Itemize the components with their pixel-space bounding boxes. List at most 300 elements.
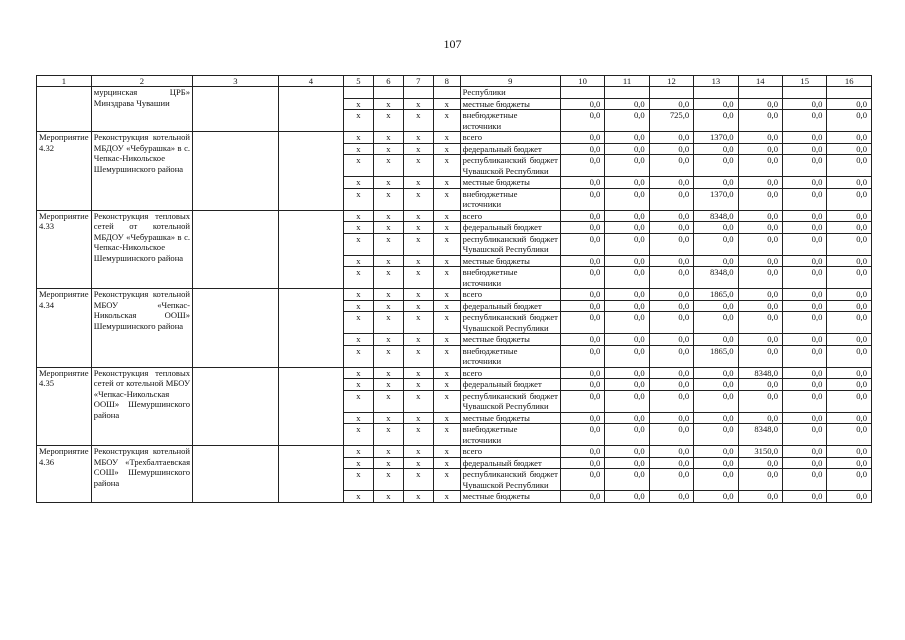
classification-mark: x xyxy=(433,390,460,412)
column-number: 9 xyxy=(460,76,560,87)
funding-value: 0,0 xyxy=(738,412,782,424)
funding-value: 0,0 xyxy=(605,255,649,267)
funding-value: 1370,0 xyxy=(694,132,738,144)
classification-mark: x xyxy=(403,143,433,155)
funding-value: 0,0 xyxy=(738,177,782,189)
funding-value: 0,0 xyxy=(605,143,649,155)
funding-source: республиканский бюджет Чувашской Республики xyxy=(460,312,560,334)
table-row xyxy=(37,210,872,222)
classification-mark xyxy=(433,87,460,99)
funding-value: 0,0 xyxy=(560,222,604,234)
classification-mark: x xyxy=(433,424,460,446)
classification-mark: x xyxy=(343,177,373,189)
participants xyxy=(278,210,343,289)
classification-mark: x xyxy=(343,334,373,346)
classification-mark: x xyxy=(433,345,460,367)
column-number: 5 xyxy=(343,76,373,87)
funding-value: 0,0 xyxy=(827,469,872,491)
classification-mark: x xyxy=(343,367,373,379)
funding-value: 8348,0 xyxy=(694,267,738,289)
funding-value: 0,0 xyxy=(694,424,738,446)
funding-source: всего xyxy=(460,367,560,379)
classification-mark: x xyxy=(373,345,403,367)
event-name: Реконструкция котельной МБОУ «Чепкас-Никольская ООШ» Шемуршинского района xyxy=(91,289,192,368)
column-number: 10 xyxy=(560,76,604,87)
funding-value: 0,0 xyxy=(694,255,738,267)
classification-mark: x xyxy=(403,312,433,334)
classification-mark: x xyxy=(403,469,433,491)
funding-value: 0,0 xyxy=(827,210,872,222)
classification-mark: x xyxy=(433,412,460,424)
funding-value: 0,0 xyxy=(605,379,649,391)
classification-mark: x xyxy=(373,188,403,210)
funding-source: федеральный бюджет xyxy=(460,379,560,391)
funding-value: 0,0 xyxy=(560,367,604,379)
funding-value: 0,0 xyxy=(560,379,604,391)
classification-mark: x xyxy=(403,379,433,391)
funding-value: 0,0 xyxy=(738,110,782,132)
classification-mark: x xyxy=(343,300,373,312)
funding-value: 0,0 xyxy=(605,446,649,458)
funding-value: 0,0 xyxy=(827,267,872,289)
participants xyxy=(278,289,343,368)
funding-value: 0,0 xyxy=(560,255,604,267)
classification-mark: x xyxy=(343,469,373,491)
classification-mark: x xyxy=(373,457,403,469)
classification-mark: x xyxy=(433,143,460,155)
funding-value: 0,0 xyxy=(560,334,604,346)
funding-value: 0,0 xyxy=(827,132,872,144)
classification-mark: x xyxy=(403,98,433,110)
column-number: 2 xyxy=(91,76,192,87)
classification-mark: x xyxy=(343,132,373,144)
classification-mark: x xyxy=(343,110,373,132)
classification-mark: x xyxy=(403,188,433,210)
classification-mark: x xyxy=(343,210,373,222)
funding-value: 0,0 xyxy=(605,390,649,412)
responsible-executor xyxy=(193,132,279,211)
funding-value: 0,0 xyxy=(783,491,827,503)
classification-mark: x xyxy=(373,312,403,334)
classification-mark: x xyxy=(403,267,433,289)
event-code: Мероприятие 4.34 xyxy=(37,289,92,368)
funding-value: 0,0 xyxy=(649,155,693,177)
column-number: 11 xyxy=(605,76,649,87)
funding-value: 0,0 xyxy=(649,390,693,412)
responsible-executor xyxy=(193,367,279,446)
funding-source: федеральный бюджет xyxy=(460,222,560,234)
funding-value: 0,0 xyxy=(827,110,872,132)
funding-value: 0,0 xyxy=(694,379,738,391)
funding-value: 0,0 xyxy=(738,457,782,469)
funding-value: 1370,0 xyxy=(694,188,738,210)
funding-value: 0,0 xyxy=(649,457,693,469)
funding-value: 0,0 xyxy=(649,255,693,267)
classification-mark: x xyxy=(343,289,373,301)
classification-mark: x xyxy=(343,255,373,267)
funding-value: 0,0 xyxy=(738,155,782,177)
funding-value: 0,0 xyxy=(560,312,604,334)
funding-value: 0,0 xyxy=(783,143,827,155)
column-number: 13 xyxy=(694,76,738,87)
funding-value: 0,0 xyxy=(560,457,604,469)
funding-value: 0,0 xyxy=(827,491,872,503)
classification-mark: x xyxy=(343,188,373,210)
funding-value: 0,0 xyxy=(783,334,827,346)
classification-mark: x xyxy=(343,312,373,334)
funding-value: 0,0 xyxy=(783,255,827,267)
event-name: Реконструкция тепловых сетей от котельной МБОУ «Чепкас-Никольская ООШ» Шемуршинского района xyxy=(91,367,192,446)
classification-mark: x xyxy=(343,143,373,155)
classification-mark: x xyxy=(373,110,403,132)
funding-value xyxy=(694,87,738,99)
participants xyxy=(278,367,343,446)
classification-mark: x xyxy=(343,446,373,458)
funding-value: 0,0 xyxy=(605,98,649,110)
classification-mark: x xyxy=(373,446,403,458)
funding-value: 0,0 xyxy=(738,143,782,155)
funding-value: 0,0 xyxy=(649,233,693,255)
funding-value: 0,0 xyxy=(738,334,782,346)
event-name: Реконструкция котельной МБОУ «Трехбалтаевская СОШ» Шемуршинского района xyxy=(91,446,192,503)
funding-value: 8348,0 xyxy=(738,367,782,379)
funding-value: 0,0 xyxy=(649,446,693,458)
participants xyxy=(278,87,343,132)
classification-mark: x xyxy=(433,132,460,144)
classification-mark: x xyxy=(403,222,433,234)
funding-value: 0,0 xyxy=(738,312,782,334)
classification-mark: x xyxy=(373,98,403,110)
funding-value: 0,0 xyxy=(694,98,738,110)
funding-value: 0,0 xyxy=(605,345,649,367)
classification-mark xyxy=(343,87,373,99)
funding-value: 0,0 xyxy=(605,233,649,255)
funding-value: 0,0 xyxy=(827,233,872,255)
funding-value: 0,0 xyxy=(694,334,738,346)
classification-mark: x xyxy=(403,132,433,144)
funding-value: 0,0 xyxy=(783,132,827,144)
classification-mark: x xyxy=(403,390,433,412)
funding-value: 0,0 xyxy=(738,289,782,301)
funding-source: всего xyxy=(460,210,560,222)
classification-mark: x xyxy=(343,457,373,469)
funding-value xyxy=(827,87,872,99)
funding-value: 725,0 xyxy=(649,110,693,132)
funding-value: 0,0 xyxy=(605,267,649,289)
funding-value: 0,0 xyxy=(783,412,827,424)
funding-value: 0,0 xyxy=(827,222,872,234)
classification-mark: x xyxy=(373,469,403,491)
funding-value: 0,0 xyxy=(783,367,827,379)
funding-source: внебюджетные источники xyxy=(460,188,560,210)
funding-value: 0,0 xyxy=(649,143,693,155)
funding-value: 0,0 xyxy=(694,312,738,334)
classification-mark: x xyxy=(433,334,460,346)
classification-mark: x xyxy=(373,424,403,446)
funding-value: 0,0 xyxy=(649,469,693,491)
funding-source: республиканский бюджет Чувашской Республики xyxy=(460,390,560,412)
funding-value: 0,0 xyxy=(560,188,604,210)
funding-value: 0,0 xyxy=(694,155,738,177)
funding-value: 0,0 xyxy=(783,155,827,177)
funding-value: 0,0 xyxy=(694,143,738,155)
funding-value: 8348,0 xyxy=(694,210,738,222)
classification-mark xyxy=(403,87,433,99)
classification-mark: x xyxy=(343,345,373,367)
classification-mark: x xyxy=(373,143,403,155)
funding-value: 0,0 xyxy=(694,367,738,379)
funding-value: 0,0 xyxy=(738,379,782,391)
participants xyxy=(278,132,343,211)
classification-mark: x xyxy=(433,267,460,289)
funding-source: республиканский бюджет Чувашской Республики xyxy=(460,155,560,177)
classification-mark: x xyxy=(343,379,373,391)
funding-value: 0,0 xyxy=(605,300,649,312)
funding-value: 0,0 xyxy=(783,233,827,255)
funding-value: 0,0 xyxy=(694,469,738,491)
funding-value: 0,0 xyxy=(560,300,604,312)
funding-value: 0,0 xyxy=(783,390,827,412)
funding-source: федеральный бюджет xyxy=(460,300,560,312)
column-number: 3 xyxy=(193,76,279,87)
classification-mark: x xyxy=(433,222,460,234)
funding-source: внебюджетные источники xyxy=(460,267,560,289)
funding-source: местные бюджеты xyxy=(460,334,560,346)
funding-value: 0,0 xyxy=(560,98,604,110)
funding-value: 0,0 xyxy=(783,177,827,189)
classification-mark: x xyxy=(343,155,373,177)
funding-source: местные бюджеты xyxy=(460,491,560,503)
classification-mark: x xyxy=(373,155,403,177)
classification-mark: x xyxy=(403,233,433,255)
funding-value: 0,0 xyxy=(605,412,649,424)
classification-mark: x xyxy=(403,255,433,267)
funding-value: 0,0 xyxy=(605,110,649,132)
classification-mark: x xyxy=(433,98,460,110)
classification-mark: x xyxy=(373,222,403,234)
funding-value: 0,0 xyxy=(827,300,872,312)
funding-source: республиканский бюджет Чувашской Республики xyxy=(460,469,560,491)
funding-value: 0,0 xyxy=(738,210,782,222)
funding-source: внебюджетные источники xyxy=(460,110,560,132)
funding-source: федеральный бюджет xyxy=(460,457,560,469)
funding-value: 0,0 xyxy=(649,210,693,222)
funding-value: 0,0 xyxy=(649,379,693,391)
funding-value: 0,0 xyxy=(827,345,872,367)
classification-mark: x xyxy=(433,469,460,491)
funding-value: 0,0 xyxy=(649,267,693,289)
classification-mark: x xyxy=(433,457,460,469)
classification-mark: x xyxy=(403,412,433,424)
funding-value: 8348,0 xyxy=(738,424,782,446)
event-name: Реконструкция котельной МБДОУ «Чебурашка» в с. Чепкас-Никольское Шемуршинского района xyxy=(91,132,192,211)
funding-value: 0,0 xyxy=(694,110,738,132)
funding-value xyxy=(560,87,604,99)
classification-mark: x xyxy=(433,255,460,267)
classification-mark: x xyxy=(403,155,433,177)
classification-mark: x xyxy=(373,255,403,267)
funding-value: 0,0 xyxy=(649,412,693,424)
funding-value: 0,0 xyxy=(827,412,872,424)
funding-value: 0,0 xyxy=(649,300,693,312)
responsible-executor xyxy=(193,446,279,503)
funding-value: 0,0 xyxy=(694,177,738,189)
funding-value: 0,0 xyxy=(783,457,827,469)
classification-mark: x xyxy=(343,267,373,289)
funding-value: 0,0 xyxy=(649,132,693,144)
funding-value: 0,0 xyxy=(605,210,649,222)
funding-value: 0,0 xyxy=(694,412,738,424)
funding-value: 0,0 xyxy=(560,110,604,132)
funding-value: 0,0 xyxy=(560,267,604,289)
funding-value: 0,0 xyxy=(649,98,693,110)
funding-value: 0,0 xyxy=(560,469,604,491)
funding-value: 1865,0 xyxy=(694,345,738,367)
funding-value: 0,0 xyxy=(560,491,604,503)
classification-mark: x xyxy=(433,177,460,189)
funding-value: 0,0 xyxy=(738,300,782,312)
funding-value: 0,0 xyxy=(738,98,782,110)
funding-source: местные бюджеты xyxy=(460,98,560,110)
classification-mark: x xyxy=(343,233,373,255)
funding-source: Республики xyxy=(460,87,560,99)
funding-value: 0,0 xyxy=(827,457,872,469)
classification-mark: x xyxy=(373,412,403,424)
classification-mark: x xyxy=(403,289,433,301)
table-row xyxy=(37,446,872,458)
funding-value: 0,0 xyxy=(783,312,827,334)
classification-mark: x xyxy=(433,155,460,177)
classification-mark: x xyxy=(343,98,373,110)
funding-source: республиканский бюджет Чувашской Республики xyxy=(460,233,560,255)
funding-value: 0,0 xyxy=(694,457,738,469)
funding-value: 0,0 xyxy=(827,379,872,391)
classification-mark: x xyxy=(403,210,433,222)
funding-value: 0,0 xyxy=(560,345,604,367)
classification-mark: x xyxy=(433,110,460,132)
classification-mark: x xyxy=(433,210,460,222)
funding-value: 0,0 xyxy=(827,98,872,110)
classification-mark: x xyxy=(433,379,460,391)
classification-mark: x xyxy=(433,300,460,312)
funding-value: 0,0 xyxy=(738,132,782,144)
funding-value: 0,0 xyxy=(827,155,872,177)
funding-value: 0,0 xyxy=(783,446,827,458)
funding-value: 0,0 xyxy=(649,367,693,379)
classification-mark: x xyxy=(403,300,433,312)
funding-value: 0,0 xyxy=(783,110,827,132)
funding-value: 0,0 xyxy=(783,188,827,210)
funding-value: 0,0 xyxy=(694,233,738,255)
funding-value: 0,0 xyxy=(783,267,827,289)
funding-value: 0,0 xyxy=(827,390,872,412)
funding-value: 0,0 xyxy=(827,312,872,334)
classification-mark: x xyxy=(433,491,460,503)
funding-value: 0,0 xyxy=(649,188,693,210)
funding-value: 0,0 xyxy=(738,188,782,210)
classification-mark xyxy=(373,87,403,99)
funding-source: местные бюджеты xyxy=(460,412,560,424)
funding-value: 0,0 xyxy=(605,132,649,144)
funding-source: внебюджетные источники xyxy=(460,345,560,367)
funding-value: 0,0 xyxy=(605,155,649,177)
event-code: Мероприятие 4.32 xyxy=(37,132,92,211)
funding-value: 0,0 xyxy=(827,177,872,189)
participants xyxy=(278,446,343,503)
classification-mark: x xyxy=(343,424,373,446)
classification-mark: x xyxy=(403,457,433,469)
funding-value: 0,0 xyxy=(783,424,827,446)
funding-value: 0,0 xyxy=(738,222,782,234)
funding-value: 0,0 xyxy=(560,210,604,222)
funding-value: 0,0 xyxy=(827,143,872,155)
classification-mark: x xyxy=(373,390,403,412)
funding-value: 1865,0 xyxy=(694,289,738,301)
classification-mark: x xyxy=(433,367,460,379)
funding-value: 0,0 xyxy=(738,345,782,367)
funding-value: 0,0 xyxy=(605,222,649,234)
funding-value: 0,0 xyxy=(560,446,604,458)
funding-source: местные бюджеты xyxy=(460,177,560,189)
classification-mark: x xyxy=(373,334,403,346)
funding-value: 0,0 xyxy=(783,379,827,391)
funding-value: 0,0 xyxy=(649,345,693,367)
table-row xyxy=(37,132,872,144)
event-code: Мероприятие 4.33 xyxy=(37,210,92,289)
event-code xyxy=(37,87,92,132)
classification-mark: x xyxy=(343,390,373,412)
event-name: мурцинская ЦРБ» Минздрава Чувашии xyxy=(91,87,192,132)
funding-value: 0,0 xyxy=(605,491,649,503)
funding-value: 0,0 xyxy=(649,491,693,503)
funding-value: 0,0 xyxy=(783,222,827,234)
classification-mark: x xyxy=(403,446,433,458)
funding-source: всего xyxy=(460,446,560,458)
funding-value: 0,0 xyxy=(560,177,604,189)
funding-value: 0,0 xyxy=(605,312,649,334)
funding-value: 0,0 xyxy=(738,267,782,289)
funding-value: 0,0 xyxy=(605,469,649,491)
classification-mark: x xyxy=(373,379,403,391)
funding-value: 0,0 xyxy=(827,255,872,267)
classification-mark: x xyxy=(373,367,403,379)
funding-value: 0,0 xyxy=(783,210,827,222)
funding-value: 0,0 xyxy=(783,98,827,110)
funding-value: 0,0 xyxy=(605,188,649,210)
classification-mark: x xyxy=(373,177,403,189)
responsible-executor xyxy=(193,210,279,289)
funding-source: внебюджетные источники xyxy=(460,424,560,446)
column-number: 15 xyxy=(783,76,827,87)
event-code: Мероприятие 4.35 xyxy=(37,367,92,446)
funding-source: всего xyxy=(460,132,560,144)
funding-value: 0,0 xyxy=(738,469,782,491)
funding-value: 0,0 xyxy=(694,300,738,312)
funding-value: 0,0 xyxy=(694,446,738,458)
classification-mark: x xyxy=(373,289,403,301)
classification-mark: x xyxy=(433,289,460,301)
column-number: 14 xyxy=(738,76,782,87)
funding-value: 0,0 xyxy=(605,367,649,379)
funding-value: 0,0 xyxy=(827,424,872,446)
funding-source: местные бюджеты xyxy=(460,255,560,267)
funding-value: 0,0 xyxy=(560,143,604,155)
classification-mark: x xyxy=(343,412,373,424)
column-number: 16 xyxy=(827,76,872,87)
funding-value: 0,0 xyxy=(649,424,693,446)
funding-value: 0,0 xyxy=(783,289,827,301)
classification-mark: x xyxy=(373,491,403,503)
